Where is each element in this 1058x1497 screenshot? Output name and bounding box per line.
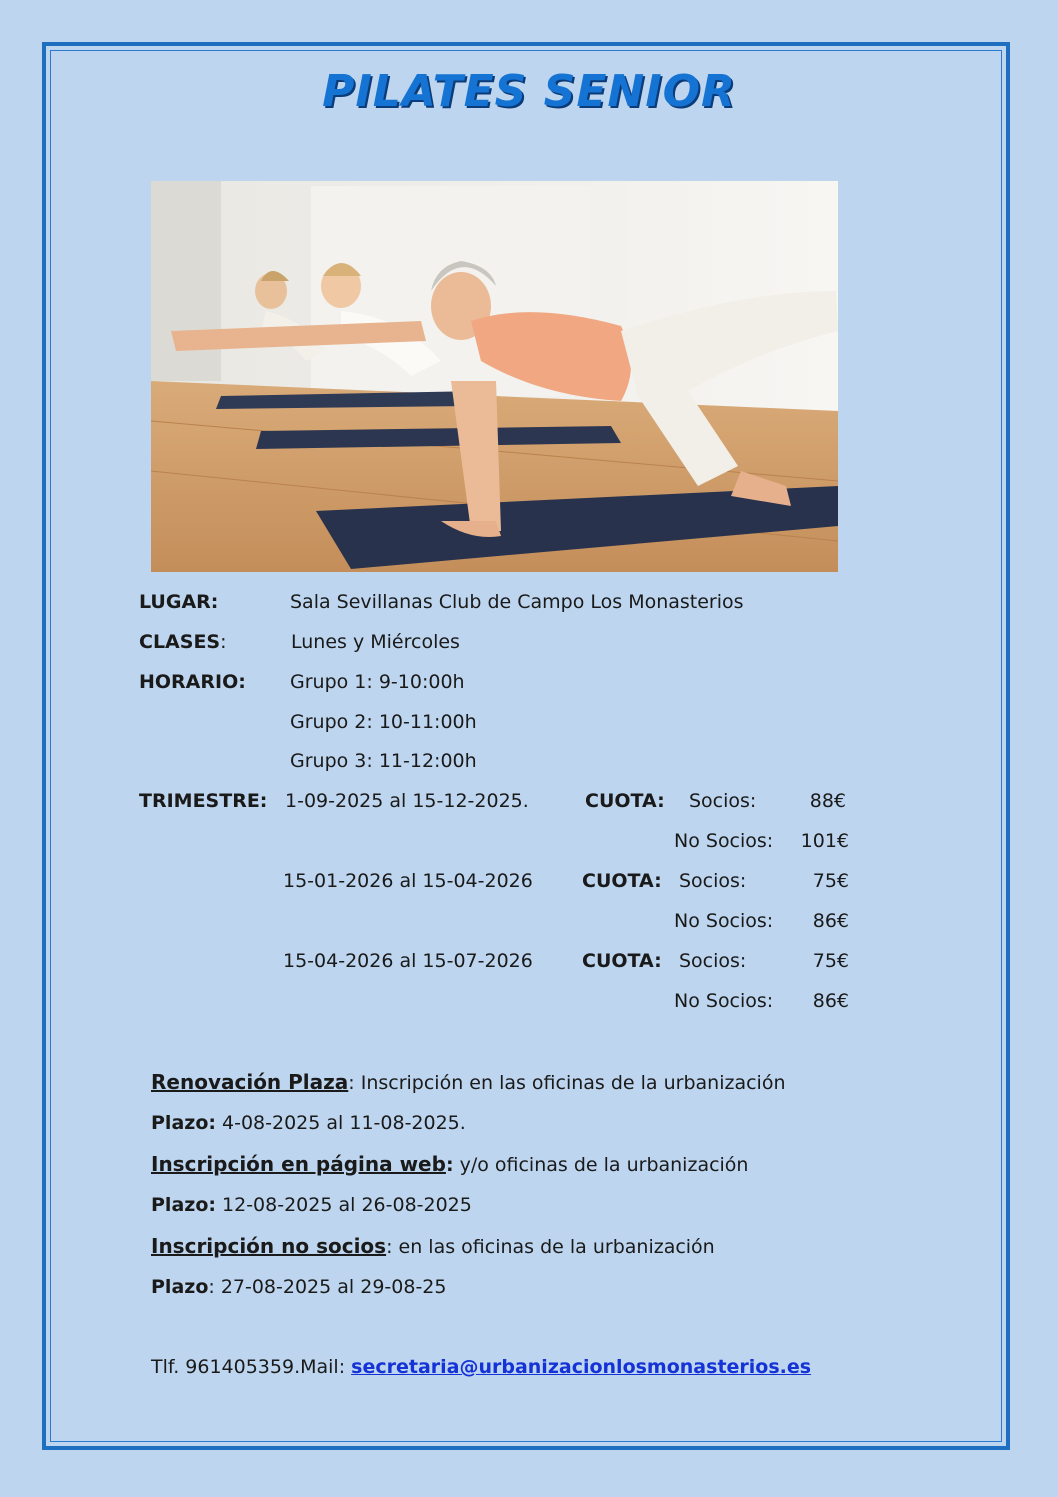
- renovacion-text: : Inscripción en las oficinas de la urbanización: [348, 1072, 786, 1094]
- nosocios-text: : en las oficinas de la urbanización: [386, 1236, 715, 1258]
- lugar-label: LUGAR:: [139, 591, 219, 613]
- plazo-3: [151, 1276, 446, 1298]
- renovacion-title: Renovación Plaza: [151, 1070, 349, 1094]
- email-link[interactable]: secretaria@urbanizacionlosmonasterios.es: [351, 1356, 812, 1378]
- web-title: Inscripción en página web: [151, 1152, 446, 1176]
- nosocios-row: [151, 1234, 715, 1258]
- grupo-2: Grupo 2: 10-11:00h: [290, 711, 477, 733]
- period-3-socios-label: Socios:: [679, 950, 747, 972]
- period-2-cuota-label: CUOTA:: [582, 870, 662, 892]
- period-1-nosocios-price: 101€: [800, 830, 849, 852]
- period-2-socios-label: Socios:: [679, 870, 747, 892]
- period-2-nosocios-price: 86€: [812, 910, 849, 932]
- grupo-1: Grupo 1: 9-10:00h: [290, 671, 465, 693]
- plazo-2-label: Plazo:: [151, 1194, 216, 1216]
- period-1-dates: 1-09-2025 al 15-12-2025.: [285, 790, 529, 812]
- page-title: PILATES SENIOR: [322, 66, 736, 117]
- period-1-socios-price: 88€: [809, 790, 846, 812]
- period-1-nosocios-label: No Socios:: [674, 830, 774, 852]
- trimestre-label: TRIMESTRE:: [139, 790, 268, 812]
- period-3-nosocios-price: 86€: [812, 990, 849, 1012]
- pilates-class-photo: [151, 181, 838, 572]
- horario-label: HORARIO:: [139, 671, 246, 693]
- contact-text: Tlf. 961405359.Mail:: [151, 1356, 352, 1378]
- period-2-dates: 15-01-2026 al 15-04-2026: [283, 870, 533, 892]
- period-2-socios-price: 75€: [812, 870, 849, 892]
- plazo-3-label: Plazo: [151, 1276, 209, 1298]
- period-1-cuota-label: CUOTA:: [585, 790, 665, 812]
- web-row: [151, 1152, 748, 1176]
- plazo-2: [151, 1194, 472, 1216]
- plazo-2-value: 12-08-2025 al 26-08-2025: [215, 1194, 472, 1216]
- period-3-dates: 15-04-2026 al 15-07-2026: [283, 950, 533, 972]
- renovacion-row: [151, 1070, 786, 1094]
- plazo-1-value: 4-08-2025 al 11-08-2025.: [215, 1112, 466, 1134]
- period-1-socios-label: Socios:: [689, 790, 757, 812]
- clases-colon: :: [220, 631, 227, 653]
- period-3-cuota-label: CUOTA:: [582, 950, 662, 972]
- plazo-1: [151, 1112, 466, 1134]
- plazo-3-value: : 27-08-2025 al 29-08-25: [208, 1276, 447, 1298]
- clases-label: CLASES: [139, 631, 221, 653]
- web-colon: :: [445, 1154, 454, 1176]
- lugar-value: Sala Sevillanas Club de Campo Los Monasterios: [290, 591, 744, 613]
- plazo-1-label: Plazo:: [151, 1112, 216, 1134]
- clases-row: [139, 631, 227, 653]
- contact-row: [151, 1356, 811, 1378]
- period-3-socios-price: 75€: [812, 950, 849, 972]
- period-2-nosocios-label: No Socios:: [674, 910, 774, 932]
- period-3-nosocios-label: No Socios:: [674, 990, 774, 1012]
- clases-value: Lunes y Miércoles: [291, 631, 460, 653]
- grupo-3: Grupo 3: 11-12:00h: [290, 750, 477, 772]
- web-text: y/o oficinas de la urbanización: [453, 1154, 749, 1176]
- nosocios-title: Inscripción no socios: [151, 1234, 387, 1258]
